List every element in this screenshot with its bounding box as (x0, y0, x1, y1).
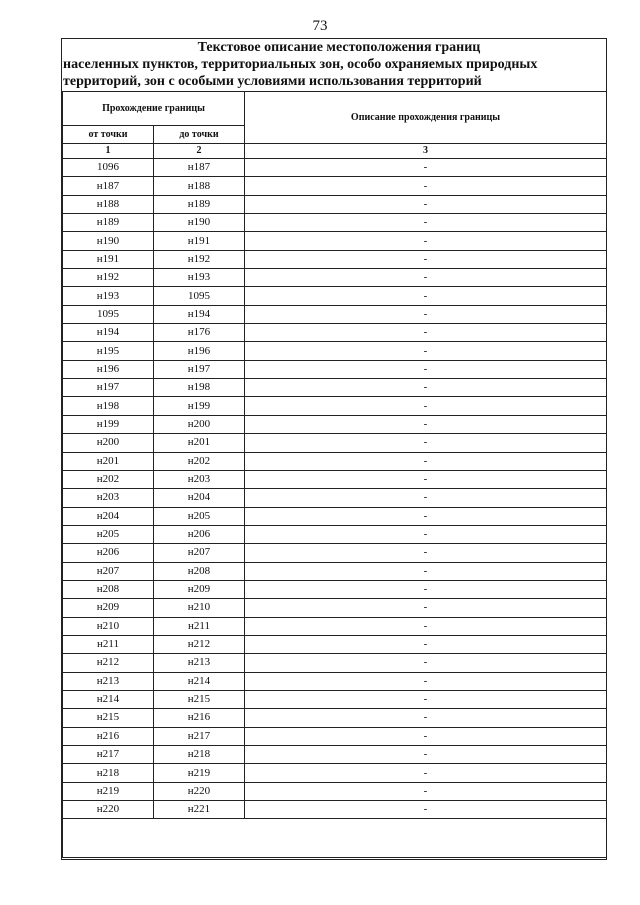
cell-from-point: н194 (63, 324, 154, 342)
cell-description: - (245, 470, 607, 488)
cell-to-point: н199 (154, 397, 245, 415)
cell-to-point: н189 (154, 195, 245, 213)
cell-to-point: н187 (154, 159, 245, 177)
cell-description: - (245, 690, 607, 708)
cell-description: - (245, 287, 607, 305)
cell-to-point: н176 (154, 324, 245, 342)
empty-row (63, 819, 607, 858)
cell-from-point: н216 (63, 727, 154, 745)
table-row (63, 434, 607, 452)
cell-from-point: н201 (63, 452, 154, 470)
cell-to-point: 1095 (154, 287, 245, 305)
cell-description: - (245, 379, 607, 397)
table-row (63, 452, 607, 470)
cell-description: - (245, 672, 607, 690)
empty-cell (63, 819, 607, 858)
document-title (62, 39, 606, 91)
header-to: до точки (154, 126, 245, 144)
cell-description: - (245, 360, 607, 378)
cell-to-point: н216 (154, 709, 245, 727)
cell-description: - (245, 801, 607, 819)
table-row (63, 562, 607, 580)
cell-description: - (245, 544, 607, 562)
cell-from-point: н202 (63, 470, 154, 488)
cell-to-point: н206 (154, 525, 245, 543)
cell-to-point: н194 (154, 305, 245, 323)
cell-from-point: н205 (63, 525, 154, 543)
table-row (63, 159, 607, 177)
cell-description: - (245, 764, 607, 782)
cell-to-point: н208 (154, 562, 245, 580)
cell-description: - (245, 507, 607, 525)
cell-to-point: н201 (154, 434, 245, 452)
cell-description: - (245, 562, 607, 580)
cell-to-point: н219 (154, 764, 245, 782)
cell-description: - (245, 782, 607, 800)
cell-to-point: н197 (154, 360, 245, 378)
table-row (63, 544, 607, 562)
cell-from-point: н215 (63, 709, 154, 727)
cell-to-point: н207 (154, 544, 245, 562)
header-from: от точки (63, 126, 154, 144)
cell-from-point: н187 (63, 177, 154, 195)
cell-from-point: н219 (63, 782, 154, 800)
cell-from-point: н196 (63, 360, 154, 378)
document-frame (61, 38, 607, 860)
table-row (63, 727, 607, 745)
cell-to-point: н196 (154, 342, 245, 360)
cell-description: - (245, 342, 607, 360)
table-row (63, 672, 607, 690)
table-row (63, 415, 607, 433)
cell-description: - (245, 269, 607, 287)
table-row (63, 177, 607, 195)
cell-description: - (245, 177, 607, 195)
table-row (63, 599, 607, 617)
cell-description: - (245, 727, 607, 745)
table-row (63, 507, 607, 525)
cell-description: - (245, 452, 607, 470)
cell-from-point: н191 (63, 250, 154, 268)
table-row (63, 269, 607, 287)
table-row (63, 782, 607, 800)
cell-to-point: н215 (154, 690, 245, 708)
cell-from-point: н189 (63, 214, 154, 232)
table-row (63, 342, 607, 360)
cell-description: - (245, 305, 607, 323)
cell-to-point: н192 (154, 250, 245, 268)
cell-from-point: н192 (63, 269, 154, 287)
table-row (63, 580, 607, 598)
cell-from-point: н203 (63, 489, 154, 507)
table-row (63, 232, 607, 250)
cell-from-point: н195 (63, 342, 154, 360)
table-row (63, 525, 607, 543)
cell-description: - (245, 580, 607, 598)
cell-to-point: н213 (154, 654, 245, 672)
page-number: 73 (312, 18, 328, 34)
table-row (63, 195, 607, 213)
table-row (63, 397, 607, 415)
column-number-row (63, 144, 607, 159)
cell-description: - (245, 709, 607, 727)
cell-description: - (245, 635, 607, 653)
cell-description: - (245, 599, 607, 617)
cell-to-point: н205 (154, 507, 245, 525)
column-number-3: 3 (245, 144, 607, 159)
cell-from-point: н212 (63, 654, 154, 672)
cell-description: - (245, 214, 607, 232)
cell-from-point: н209 (63, 599, 154, 617)
title-line-1: Текстовое описание местоположения границ (197, 40, 481, 55)
cell-to-point: н204 (154, 489, 245, 507)
boundary-table (62, 91, 607, 858)
title-line-2: населенных пунктов, территориальных зон, особо охраняемых природных (63, 57, 538, 72)
cell-from-point: н214 (63, 690, 154, 708)
header-row-main (63, 92, 607, 126)
cell-from-point: 1095 (63, 305, 154, 323)
cell-from-point: н207 (63, 562, 154, 580)
cell-from-point: н199 (63, 415, 154, 433)
table-row (63, 214, 607, 232)
table-row (63, 690, 607, 708)
cell-from-point: н217 (63, 746, 154, 764)
cell-to-point: н217 (154, 727, 245, 745)
cell-from-point: н204 (63, 507, 154, 525)
table-row (63, 489, 607, 507)
column-number-1: 1 (63, 144, 154, 159)
cell-from-point: н200 (63, 434, 154, 452)
cell-to-point: н202 (154, 452, 245, 470)
cell-to-point: н211 (154, 617, 245, 635)
cell-description: - (245, 324, 607, 342)
cell-description: - (245, 617, 607, 635)
table-row (63, 654, 607, 672)
cell-from-point: н218 (63, 764, 154, 782)
title-line-3: территорий, зон с особыми условиями использования территорий (63, 74, 482, 89)
cell-to-point: н221 (154, 801, 245, 819)
cell-description: - (245, 434, 607, 452)
cell-description: - (245, 746, 607, 764)
cell-to-point: н191 (154, 232, 245, 250)
table-row (63, 324, 607, 342)
cell-description: - (245, 654, 607, 672)
cell-to-point: н214 (154, 672, 245, 690)
cell-description: - (245, 489, 607, 507)
cell-to-point: н203 (154, 470, 245, 488)
cell-description: - (245, 195, 607, 213)
cell-from-point: н188 (63, 195, 154, 213)
cell-from-point: н213 (63, 672, 154, 690)
column-number-2: 2 (154, 144, 245, 159)
cell-to-point: н210 (154, 599, 245, 617)
cell-from-point: н206 (63, 544, 154, 562)
table-row (63, 801, 607, 819)
cell-from-point: 1096 (63, 159, 154, 177)
table-row (63, 287, 607, 305)
cell-to-point: н198 (154, 379, 245, 397)
cell-description: - (245, 525, 607, 543)
cell-description: - (245, 250, 607, 268)
cell-to-point: н218 (154, 746, 245, 764)
cell-from-point: н211 (63, 635, 154, 653)
table-row (63, 746, 607, 764)
cell-from-point: н190 (63, 232, 154, 250)
table-row (63, 470, 607, 488)
header-description: Описание прохождения границы (245, 92, 607, 144)
cell-to-point: н220 (154, 782, 245, 800)
cell-from-point: н193 (63, 287, 154, 305)
cell-from-point: н198 (63, 397, 154, 415)
table-row (63, 360, 607, 378)
table-row (63, 305, 607, 323)
table-row (63, 617, 607, 635)
cell-description: - (245, 232, 607, 250)
cell-description: - (245, 415, 607, 433)
cell-from-point: н210 (63, 617, 154, 635)
cell-description: - (245, 397, 607, 415)
header-passage: Прохождение границы (63, 92, 245, 126)
cell-to-point: н193 (154, 269, 245, 287)
cell-from-point: н197 (63, 379, 154, 397)
table-row (63, 379, 607, 397)
cell-from-point: н208 (63, 580, 154, 598)
cell-description: - (245, 159, 607, 177)
cell-to-point: н200 (154, 415, 245, 433)
table-row (63, 764, 607, 782)
cell-to-point: н209 (154, 580, 245, 598)
table-row (63, 250, 607, 268)
table-row (63, 709, 607, 727)
table-row (63, 635, 607, 653)
cell-from-point: н220 (63, 801, 154, 819)
cell-to-point: н190 (154, 214, 245, 232)
cell-to-point: н188 (154, 177, 245, 195)
cell-to-point: н212 (154, 635, 245, 653)
